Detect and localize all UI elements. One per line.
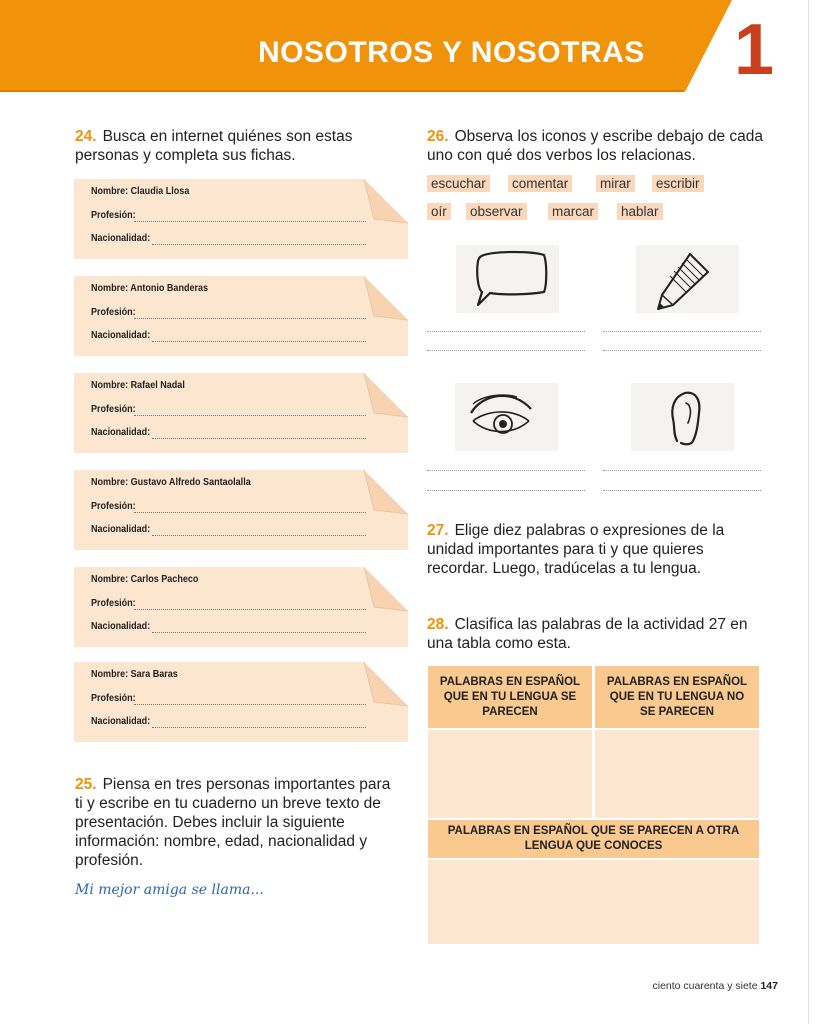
nationality-field[interactable]	[152, 535, 366, 536]
card-profession-label: Profesión:	[91, 403, 136, 415]
page-number: 147	[760, 980, 778, 992]
answer-line[interactable]	[603, 490, 761, 491]
card-profession-label: Profesión:	[91, 209, 136, 221]
card-name-label: Nombre: Gustavo Alfredo Santaolalla	[91, 476, 251, 488]
person-card	[74, 276, 408, 356]
nationality-field[interactable]	[152, 727, 366, 728]
activity-text: Piensa en tres personas importantes para ti y escribe en tu cuaderno un breve texto de presentación. Debes incluir la siguiente información: nombre, edad, nacionalidad y profesión.	[75, 776, 391, 869]
word-chip: oír	[427, 203, 451, 220]
card-profession-label: Profesión:	[91, 597, 136, 609]
profession-field[interactable]	[134, 609, 366, 610]
eye-icon	[455, 383, 558, 451]
word-chip: comentar	[508, 175, 572, 192]
activity-text: Observa los iconos y escribe debajo de cada uno con qué dos verbos los relacionas.	[427, 128, 764, 164]
card-nationality-label: Nacionalidad:	[91, 426, 151, 438]
nationality-field[interactable]	[152, 341, 366, 342]
card-nationality-label: Nacionalidad:	[91, 715, 151, 727]
page-number-words: ciento cuarenta y siete	[652, 980, 758, 992]
profession-field[interactable]	[134, 221, 366, 222]
page-header	[0, 0, 836, 92]
activity-number: 28.	[427, 616, 449, 633]
activity-27-instruction	[427, 521, 767, 578]
person-card	[74, 373, 408, 453]
card-nationality-label: Nacionalidad:	[91, 620, 151, 632]
speech-bubble-icon	[456, 245, 559, 313]
activity-text: Elige diez palabras o expresiones de la unidad importantes para ti y que quieres recordar. Luego, tradúcelas a tu lengua.	[427, 522, 725, 577]
word-chip: escuchar	[427, 175, 490, 192]
word-chip: observar	[466, 203, 527, 220]
nationality-field[interactable]	[152, 632, 366, 633]
answer-line[interactable]	[427, 470, 585, 471]
activity-25-instruction	[75, 775, 395, 870]
card-name-label: Nombre: Carlos Pacheco	[91, 573, 199, 585]
unit-number: 1	[734, 10, 775, 90]
table-header-other-language: PALABRAS EN ESPAÑOL QUE SE PARECEN A OTRA LENGUA QUE CONOCES	[428, 820, 759, 858]
margin-rule	[808, 0, 809, 1024]
profession-field[interactable]	[134, 415, 366, 416]
word-chip: mirar	[596, 175, 635, 192]
person-card	[74, 470, 408, 550]
person-card	[74, 567, 408, 647]
card-name-label: Nombre: Sara Baras	[91, 668, 178, 680]
activity-26-instruction	[427, 127, 767, 165]
profession-field[interactable]	[134, 512, 366, 513]
ear-icon	[631, 383, 734, 451]
profession-field[interactable]	[134, 318, 366, 319]
page-title: NOSOTROS Y NOSOTRAS	[258, 36, 645, 69]
answer-line[interactable]	[427, 331, 585, 332]
nationality-field[interactable]	[152, 438, 366, 439]
word-chip: escribir	[652, 175, 704, 192]
table-cell-other-language[interactable]	[428, 860, 759, 944]
card-profession-label: Profesión:	[91, 692, 136, 704]
card-nationality-label: Nacionalidad:	[91, 232, 151, 244]
table-cell-similar[interactable]	[428, 730, 592, 818]
table-header-similar: PALABRAS EN ESPAÑOL QUE EN TU LENGUA SE PARECEN	[428, 666, 592, 728]
card-name-label: Nombre: Rafael Nadal	[91, 379, 185, 391]
answer-line[interactable]	[603, 331, 761, 332]
activity-number: 27.	[427, 522, 449, 539]
page-footer	[652, 980, 778, 992]
table-header-not-similar: PALABRAS EN ESPAÑOL QUE EN TU LENGUA NO SE PARECEN	[595, 666, 759, 728]
card-nationality-label: Nacionalidad:	[91, 523, 151, 535]
card-name-label: Nombre: Claudia Llosa	[91, 185, 190, 197]
card-profession-label: Profesión:	[91, 500, 136, 512]
activity-28-instruction	[427, 615, 767, 653]
person-card	[74, 662, 408, 742]
activity-number: 26.	[427, 128, 449, 145]
profession-field[interactable]	[134, 704, 366, 705]
example-sentence: Mi mejor amiga se llama...	[75, 882, 264, 898]
card-nationality-label: Nacionalidad:	[91, 329, 151, 341]
card-name-label: Nombre: Antonio Banderas	[91, 282, 209, 294]
activity-text: Busca en internet quiénes son estas personas y completa sus fichas.	[75, 128, 353, 164]
answer-line[interactable]	[427, 350, 585, 351]
table-cell-not-similar[interactable]	[595, 730, 759, 818]
answer-line[interactable]	[603, 470, 761, 471]
pencil-icon	[636, 245, 739, 313]
answer-line[interactable]	[603, 350, 761, 351]
card-profession-label: Profesión:	[91, 306, 136, 318]
activity-number: 25.	[75, 776, 97, 793]
activity-number: 24.	[75, 128, 97, 145]
nationality-field[interactable]	[152, 244, 366, 245]
word-chip: hablar	[617, 203, 663, 220]
activity-24-instruction	[75, 127, 395, 165]
answer-line[interactable]	[427, 490, 585, 491]
person-card	[74, 179, 408, 259]
word-chip: marcar	[548, 203, 598, 220]
activity-text: Clasifica las palabras de la actividad 27 en una tabla como esta.	[427, 616, 748, 652]
